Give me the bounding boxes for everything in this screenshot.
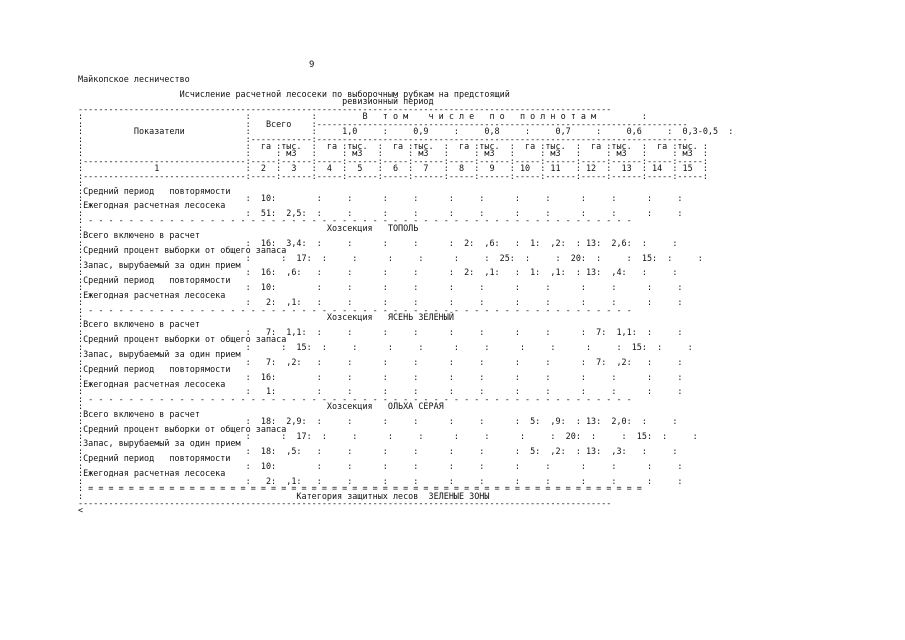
printout-line: : : 16: ,6: : : : : : 2: ,1: : 1: ,1: : 13: ,4: : : (78, 267, 678, 278)
printout-line: : - - - - - - - - - - - - - - - - - - - - - - - - - - - - - - - - - - - - - - - - - - - - - - - - - - - - - - (78, 215, 632, 226)
printout-line: : : 2: ,1: : : : : : : : : : : : : (78, 297, 683, 308)
printout-line: : : 7: ,2: : : : : : : : : : 7: ,2: : : (78, 356, 683, 367)
printout-line: : : 51: 2,5: : : : : : : : : : : : : (78, 207, 683, 218)
printout-line: : - - - - - - - - - - - - - - - - - - - - - - - - - - - - - - - - - - - - - - - - - - - - - - - - - - - - - - (78, 304, 632, 315)
printout-line: : : Всего :------------------------------------------------------------------------- (78, 118, 688, 129)
printout-line: :Ежегодная расчетная лесосека (78, 289, 226, 300)
printout-line: : : : В т о м ч и с л е п о п о л н о т а м : (78, 111, 647, 122)
printout-line: < (78, 505, 84, 516)
printout-line: :Ежегодная расчетная лесосека (78, 468, 226, 479)
printout-line: :Всего включено в расчет (78, 319, 200, 330)
printout-line: : : : 17: : : : : : : : : 20: : : 15: : : (78, 431, 698, 441)
printout-line: : : 7: 1,1: : : : : : : : : : 7: 1,1: : : (78, 326, 683, 337)
printout-line: : :------------:------------------------------------------------------------------------- (78, 133, 688, 144)
printout-line: :Средний процент выборки от общего запаса (78, 334, 287, 345)
printout-line: : : : м3 : : м3 : : м3 : : м3 : : м3 : : м3 : : м3 : (78, 148, 708, 159)
printout-line: : : 2: ,1: : : : : : : : : : : : : (78, 475, 683, 486)
printout-line: : Хозсекция ЯСЕНЬ ЗЕЛЕНЫЙ (78, 312, 454, 322)
printout-line: :Средний период повторямости (78, 364, 231, 375)
printout-line: : : 18: ,5: : : : : : : : 5: ,2: : 13: ,3: : : (78, 445, 678, 456)
printout-line: : : 16: 3,4: : : : : : 2: ,6: : 1: ,2: : 13: 2,6: : : (78, 237, 678, 248)
printout-line: :Запас, вырубаемый за один прием (78, 349, 241, 360)
printout-line: : : га :тыс. : га :тыс. : га :тыс. : га :тыс. : га :тыс. : га :тыс. : га :тыс. : (78, 140, 708, 151)
printout-line: : Хозсекция ТОПОЛЬ (78, 222, 419, 233)
printout-line: :--------------------------------:-----:------:-----:------:-----:------:-----:------:-----:------:-----:------:-----:-----: (78, 170, 708, 181)
printout-line: Исчисление расчетной лесосеки по выборочным рубкам на предстоящий (78, 88, 510, 99)
printout-line: : : 10: : : : : : : : : : : : : (78, 282, 683, 293)
printout-line: : : : 17: : : : : : : 25: : : 20: : : 15: : : (78, 252, 703, 263)
printout-line: :Средний процент выборки от общего запаса (78, 245, 287, 256)
printout-line: : : 18: 2,9: : : : : : : : 5: ,9: : 13: 2,0: : : (78, 416, 678, 427)
printout-line: :Средний период повторямости (78, 274, 231, 285)
printout-line: : 1 : 2 : 3 : 4 : 5 : 6 : 7 : 8 : 9 : 10 : 11 : 12 : 13 : 14 : 15 : (78, 163, 708, 174)
forestry-printout (78, 76, 733, 515)
printout-line: :--------------------------------:-----:------:-----:------:-----:------:-----:------:-----:------:-----:------:-----:-----: (78, 155, 708, 166)
page-number: 9 (309, 60, 315, 70)
printout-line: :Средний период повторямости (78, 453, 231, 464)
printout-line: : : 10: : : : : : : : : : : : : (78, 193, 683, 203)
printout-line: :Средний процент выборки от общего запаса (78, 423, 287, 434)
printout-line: : : 1: : : : : : : : : : : : : (78, 386, 683, 397)
printout-line: : (78, 178, 84, 189)
printout-line: Майкопское лесничество (78, 74, 190, 84)
printout-line: :Всего включено в расчет (78, 230, 200, 241)
printout-line: : Хозсекция ОЛЬХА СЕРАЯ (78, 401, 444, 412)
printout-line: : - - - - - - - - - - - - - - - - - - - - - - - - - - - - - - - - - - - - - - - - - - - - - - - - - - - - - - (78, 393, 632, 404)
printout-line: :Ежегодная расчетная лесосека (78, 378, 226, 389)
printout-line: :Запас, вырубаемый за один прием (78, 259, 241, 270)
printout-line: ревизионный период (78, 96, 434, 107)
printout-line: : : 16: : : : : : : : : : : : : (78, 371, 683, 382)
printout-line: : Категория защитных лесов ЗЕЛЕНЫЕ ЗОНЫ (78, 490, 490, 501)
printout-line: :Всего включено в расчет (78, 408, 200, 419)
printout-line: :Запас, вырубаемый за один прием (78, 438, 241, 449)
printout-line: : : 10: : : : : : : : : : : : : (78, 460, 683, 471)
printout-line: : = = = = = = = = = = = = = = = = = = = = = = = = = = = = = = = = = = = = = = = = = = = = = = = = = = = = = = = (78, 483, 642, 494)
printout-line: :Ежегодная расчетная лесосека (78, 200, 226, 211)
printout-line: : : : 15: : : : : : : : : : : 15: : : (78, 341, 693, 352)
printout-line: :Средний период повторямости (78, 185, 231, 196)
printout-line: --------------------------------------------------------------------------------------------------------- (78, 497, 612, 508)
printout-line: : Показатели : : 1,0 : 0,9 : 0,8 : 0,7 : 0,6 : 0,3-0,5 : (78, 126, 734, 137)
printout-line: --------------------------------------------------------------------------------------------------------- (78, 103, 612, 114)
